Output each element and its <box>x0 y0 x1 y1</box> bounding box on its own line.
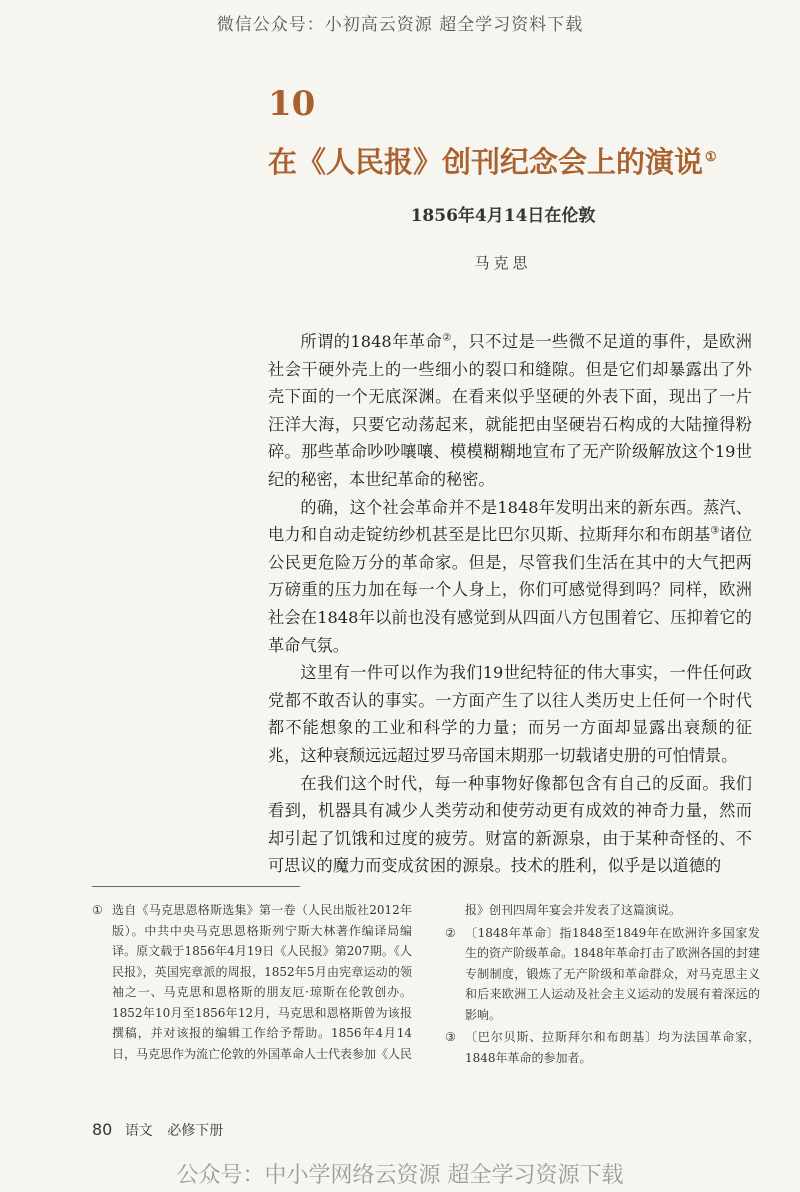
footnote <box>445 923 760 1026</box>
footnote-mark: ② <box>442 332 452 344</box>
footnote-text: 〔1848年革命〕指1848至1849年在欧洲许多国家发生的资产阶级革命。1848年革命打击了欧洲各国的封建专制制度，锻炼了无产阶级和革命群众，对马克思主义和后来欧洲工人运动及社会主义运动的发展有着深远的影响。 <box>465 925 760 1022</box>
chapter-number: 10 <box>268 84 316 124</box>
page-number: 80 <box>92 1120 113 1139</box>
top-watermark: 微信公众号：小初高云资源 超全学习资料下载 <box>216 15 584 35</box>
footnote-number: ③ <box>445 1030 456 1044</box>
bottom-watermark: 公众号：中小学网络云资源 超全学习资源下载 <box>176 1163 624 1188</box>
paragraph: 所谓的1848年革命②，只不过是一些微不足道的事件，是欧洲社会干硬外壳上的一些细小的裂口和缝隙。但是它们却暴露出了外壳下面的一个无底深渊。在看来似乎坚硬的外表下面，现出了一片汪洋大海，只要它动荡起来，就能把由坚硬岩石构成的大陆撞得粉碎。那些革命吵吵嚷嚷、模模糊糊地宣布了无产阶级解放这个19世纪的秘密，本世纪革命的秘密。 <box>268 332 752 489</box>
footnote-continuation: 报》创刊四周年宴会并发表了这篇演说。 <box>465 903 682 917</box>
footnote-divider <box>92 886 300 887</box>
book-name: 语文 <box>124 1123 153 1139</box>
footnote-number: ① <box>92 903 103 917</box>
footnotes-right-column <box>445 900 760 1070</box>
title-text: 在《人民报》创刊纪念会上的演说 <box>268 145 704 179</box>
footnotes-left-column <box>92 900 412 1066</box>
footnote-text: 选自《马克思恩格斯选集》第一卷（人民出版社2012年版）。中共中央马克思恩格斯列宁斯大林著作编译局编译。原文载于1856年4月19日《人民报》第207期。《人民报》，英国宪章派的周报，1852年5月由宪章运动的领袖之一、马克思和恩格斯的朋友厄·琼斯在伦敦创办。1852年10月至1856年12月，马克思和恩格斯曾为该报撰稿，并对该报的编辑工作给予帮助。1856年4月14日，马克思作为流亡伦敦的外国革命人士代表参加《人民 <box>112 903 413 1061</box>
author: 马克思 <box>474 254 532 272</box>
footnote <box>92 900 412 1064</box>
subtitle-date-place: 1856年4月14日在伦敦 <box>410 206 596 226</box>
footnote <box>445 1027 760 1068</box>
volume-name: 必修下册 <box>167 1123 224 1139</box>
page-footer <box>92 1120 223 1140</box>
footnote-mark: ③ <box>710 525 720 537</box>
footnote-text: 〔巴尔贝斯、拉斯拜尔和布朗基〕均为法国革命家，1848年革命的参加者。 <box>465 1030 760 1065</box>
body-text <box>268 328 752 880</box>
paragraph: 在我们这个时代，每一种事物好像都包含有自己的反面。我们看到，机器具有减少人类劳动和使劳动更有成效的神奇力量，然而却引起了饥饿和过度的疲劳。财富的新源泉，由于某种奇怪的、不可思议的魔力而变成贫困的源泉。技术的胜利，似乎是以道德的 <box>268 773 752 876</box>
page-title <box>268 140 768 181</box>
paragraph: 这里有一件可以作为我们19世纪特征的伟大事实，一件任何政党都不敢否认的事实。一方面产生了以往人类历史上任何一个时代都不能想象的工业和科学的力量；而另一方面却显露出衰颓的征兆，这种衰颓远远超过罗马帝国末期那一切载诸史册的可怕情景。 <box>268 663 752 765</box>
title-footnote-mark: ① <box>705 150 717 166</box>
footnote-number: ② <box>445 925 456 940</box>
paragraph: 的确，这个社会革命并不是1848年发明出来的新东西。蒸汽、电力和自动走锭纺纱机甚至是比巴尔贝斯、拉斯拜尔和布朗基③诸位公民更危险万分的革命家。但是，尽管我们生活在其中的大气把两万磅重的压力加在每一个人身上，你们可感觉得到吗？同样，欧洲社会在1848年以前也没有感觉到从四面八方包围着它、压抑着它的革命气氛。 <box>268 497 753 655</box>
